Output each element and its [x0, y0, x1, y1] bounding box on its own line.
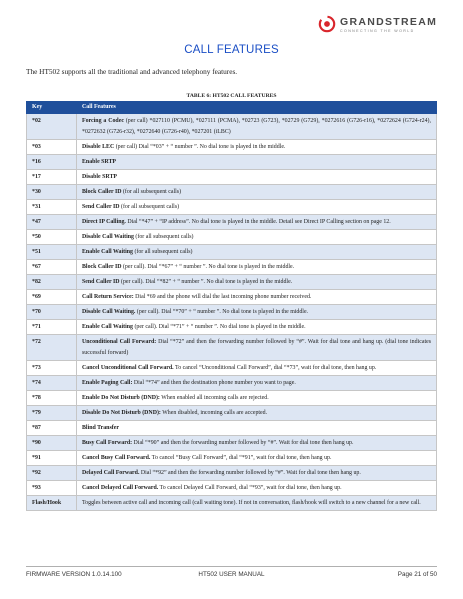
feature-detail: Dial “*72” and then the forwarding number followed by “#”. Wait for dial tone and hang up. (dial tone indicates successful forward): [82, 339, 431, 356]
feature-title: Cancel Unconditional Call Forward.: [82, 365, 174, 371]
feature-title: Cancel Delayed Call Forward.: [82, 485, 159, 491]
table-row: [27, 496, 437, 511]
table-row: [27, 260, 437, 275]
table-row: [27, 481, 437, 496]
feature-detail: (for all subsequent calls): [133, 234, 194, 240]
table-row: [27, 275, 437, 290]
feature-detail: (per call) Dial “*03” + “ number ”. No dial tone is played in the middle.: [114, 144, 286, 150]
feature-detail: To cancel Delayed Call Forward, dial “*93”, wait for dial tone, then hang up.: [158, 485, 342, 491]
feature-title: Direct IP Calling.: [82, 219, 126, 225]
feature-detail: To cancel “Unconditional Call Forward”, dial “*73”, wait for dial tone, then hang up.: [173, 365, 377, 371]
intro-text: The HT502 supports all the traditional and advanced telephony features.: [26, 67, 238, 76]
table-row: [27, 466, 437, 481]
feature-key: Flash/Hook: [27, 496, 77, 511]
grandstream-swirl-icon: [318, 15, 336, 33]
table-row: [27, 436, 437, 451]
table-header-row: [27, 102, 437, 114]
feature-key: *73: [27, 361, 77, 376]
feature-detail: When enabled all incoming calls are rejected.: [159, 395, 269, 401]
feature-detail: Dial “*47” + “IP address”. No dial tone is played in the middle. Detail see Direct IP Calling section on page 12.: [125, 219, 391, 225]
feature-key: *69: [27, 290, 77, 305]
table-row: [27, 140, 437, 155]
table-row: [27, 185, 437, 200]
feature-detail: (per call). Dial “*67” + “ number ”. No dial tone is played in the middle.: [121, 264, 295, 270]
feature-title: Blind Transfer: [82, 425, 119, 431]
feature-key: *47: [27, 215, 77, 230]
feature-detail: (per call). Dial “*70” + “ number ”. No dial tone is played in the middle.: [135, 309, 309, 315]
feature-key: *74: [27, 376, 77, 391]
feature-detail: To cancel “Busy Call Forward”, dial “*91”, wait for dial tone, then hang up.: [150, 455, 332, 461]
feature-description: [77, 466, 437, 481]
feature-key: *93: [27, 481, 77, 496]
table-row: [27, 230, 437, 245]
feature-key: *03: [27, 140, 77, 155]
table-row: [27, 320, 437, 335]
feature-description: [77, 481, 437, 496]
feature-key: *31: [27, 200, 77, 215]
call-features-table: [26, 101, 437, 511]
feature-title: Disable Call Waiting.: [82, 309, 136, 315]
feature-description: [77, 361, 437, 376]
feature-detail: Dial “*90” and then the forwarding number followed by “#”. Wait for dial tone then hang up.: [132, 440, 354, 446]
feature-title: Cancel Busy Call Forward.: [82, 455, 151, 461]
feature-detail: (for all subsequent calls): [121, 189, 182, 195]
feature-description: [77, 320, 437, 335]
feature-title: Send Caller ID: [82, 279, 120, 285]
table-row: [27, 421, 437, 436]
feature-title: Enable SRTP: [82, 159, 117, 165]
feature-title: Send Caller ID: [82, 204, 120, 210]
feature-description: [77, 496, 437, 511]
feature-detail: (for all subsequent calls): [132, 249, 193, 255]
feature-description: [77, 436, 437, 451]
logo-tagline: CONNECTING THE WORLD: [340, 29, 415, 33]
feature-detail: (per call). Dial “*71” + “ number ”. No dial tone is played in the middle.: [132, 324, 306, 330]
feature-key: *71: [27, 320, 77, 335]
feature-key: *17: [27, 170, 77, 185]
feature-key: *87: [27, 421, 77, 436]
feature-title: Enable Paging Call:: [82, 380, 133, 386]
logo-wordmark: GRANDSTREAM: [340, 16, 438, 28]
table-row: [27, 305, 437, 320]
feature-title: Delayed Call Forward.: [82, 470, 140, 476]
feature-detail: Dial “*74” and then the destination phone number you want to page.: [132, 380, 296, 386]
grandstream-logo: [318, 15, 448, 41]
feature-description: [77, 155, 437, 170]
feature-title: Block Caller ID: [82, 264, 122, 270]
feature-detail: When disabled, incoming calls are accepted.: [160, 410, 268, 416]
feature-description: [77, 200, 437, 215]
feature-description: [77, 376, 437, 391]
feature-detail: (per call). Dial “*82” + “ number ”. No dial tone is played in the middle.: [119, 279, 293, 285]
table-row: [27, 114, 437, 140]
feature-title: Call Return Service:: [82, 294, 134, 300]
table-row: [27, 335, 437, 361]
table-row: [27, 155, 437, 170]
footer-firmware: FIRMWARE VERSION 1.0.14.100: [26, 571, 122, 578]
feature-detail: Dial *69 and the phone will dial the last incoming phone number received.: [133, 294, 312, 300]
feature-description: [77, 290, 437, 305]
feature-title: Disable LEC: [82, 144, 115, 150]
footer-manual: HT502 USER MANUAL: [198, 571, 265, 578]
feature-key: *02: [27, 114, 77, 140]
footer-page-number: Page 21 of 50: [397, 571, 437, 578]
feature-key: *50: [27, 230, 77, 245]
feature-description: [77, 140, 437, 155]
feature-key: *72: [27, 335, 77, 361]
feature-key: *30: [27, 185, 77, 200]
feature-description: [77, 245, 437, 260]
feature-key: *91: [27, 451, 77, 466]
feature-description: [77, 421, 437, 436]
header-key: Key: [27, 102, 77, 114]
table-row: [27, 245, 437, 260]
table-row: [27, 406, 437, 421]
page-title: CALL FEATURES: [184, 44, 279, 56]
feature-description: [77, 170, 437, 185]
table-row: [27, 200, 437, 215]
feature-title: Disable Do Not Disturb (DND):: [82, 410, 161, 416]
feature-key: *67: [27, 260, 77, 275]
feature-description: [77, 305, 437, 320]
feature-title: Enable Call Waiting: [82, 324, 133, 330]
feature-description: [77, 391, 437, 406]
feature-description: [77, 185, 437, 200]
header-call-features: Call Features: [77, 102, 437, 114]
feature-title: Forcing a Codec: [82, 118, 124, 124]
feature-title: Disable Call Waiting: [82, 234, 134, 240]
table-caption: TABLE 6: HT502 CALL FEATURES: [186, 93, 277, 99]
feature-key: *82: [27, 275, 77, 290]
feature-description: [77, 451, 437, 466]
table-row: [27, 376, 437, 391]
table-row: [27, 391, 437, 406]
feature-title: Enable Call Waiting: [82, 249, 133, 255]
table-row: [27, 215, 437, 230]
feature-description: [77, 275, 437, 290]
table-row: [27, 361, 437, 376]
footer-rule: [26, 566, 437, 567]
feature-detail: Toggles between active call and incoming call (call waiting tone). If not in conversation, flash/hook will switch to a new channel for a new call.: [82, 500, 421, 506]
feature-description: [77, 215, 437, 230]
feature-title: Unconditional Call Forward:: [82, 339, 157, 345]
feature-description: [77, 335, 437, 361]
feature-key: *51: [27, 245, 77, 260]
feature-key: *90: [27, 436, 77, 451]
feature-description: [77, 406, 437, 421]
feature-title: Disable SRTP: [82, 174, 117, 180]
feature-detail: (per call) *027110 (PCMU), *027111 (PCMA), *02723 (G723), *02729 (G729), *0272616 (G726-r16), *0272624 (G724-r24), *0272632 (G726-r32), *0272640 (G726-r40), *027201 (iLBC): [82, 118, 431, 135]
feature-key: *92: [27, 466, 77, 481]
feature-key: *79: [27, 406, 77, 421]
feature-detail: (for all subsequent calls): [119, 204, 180, 210]
table-row: [27, 451, 437, 466]
feature-title: Busy Call Forward:: [82, 440, 133, 446]
feature-key: *16: [27, 155, 77, 170]
feature-detail: Dial “*92” and then the forwarding number followed by “#”. Wait for dial tone then hang up.: [139, 470, 361, 476]
feature-title: Block Caller ID: [82, 189, 122, 195]
table-row: [27, 170, 437, 185]
feature-key: *78: [27, 391, 77, 406]
feature-description: [77, 230, 437, 245]
feature-title: Enable Do Not Disturb (DND):: [82, 395, 160, 401]
table-row: [27, 290, 437, 305]
feature-description: [77, 114, 437, 140]
feature-description: [77, 260, 437, 275]
feature-key: *70: [27, 305, 77, 320]
